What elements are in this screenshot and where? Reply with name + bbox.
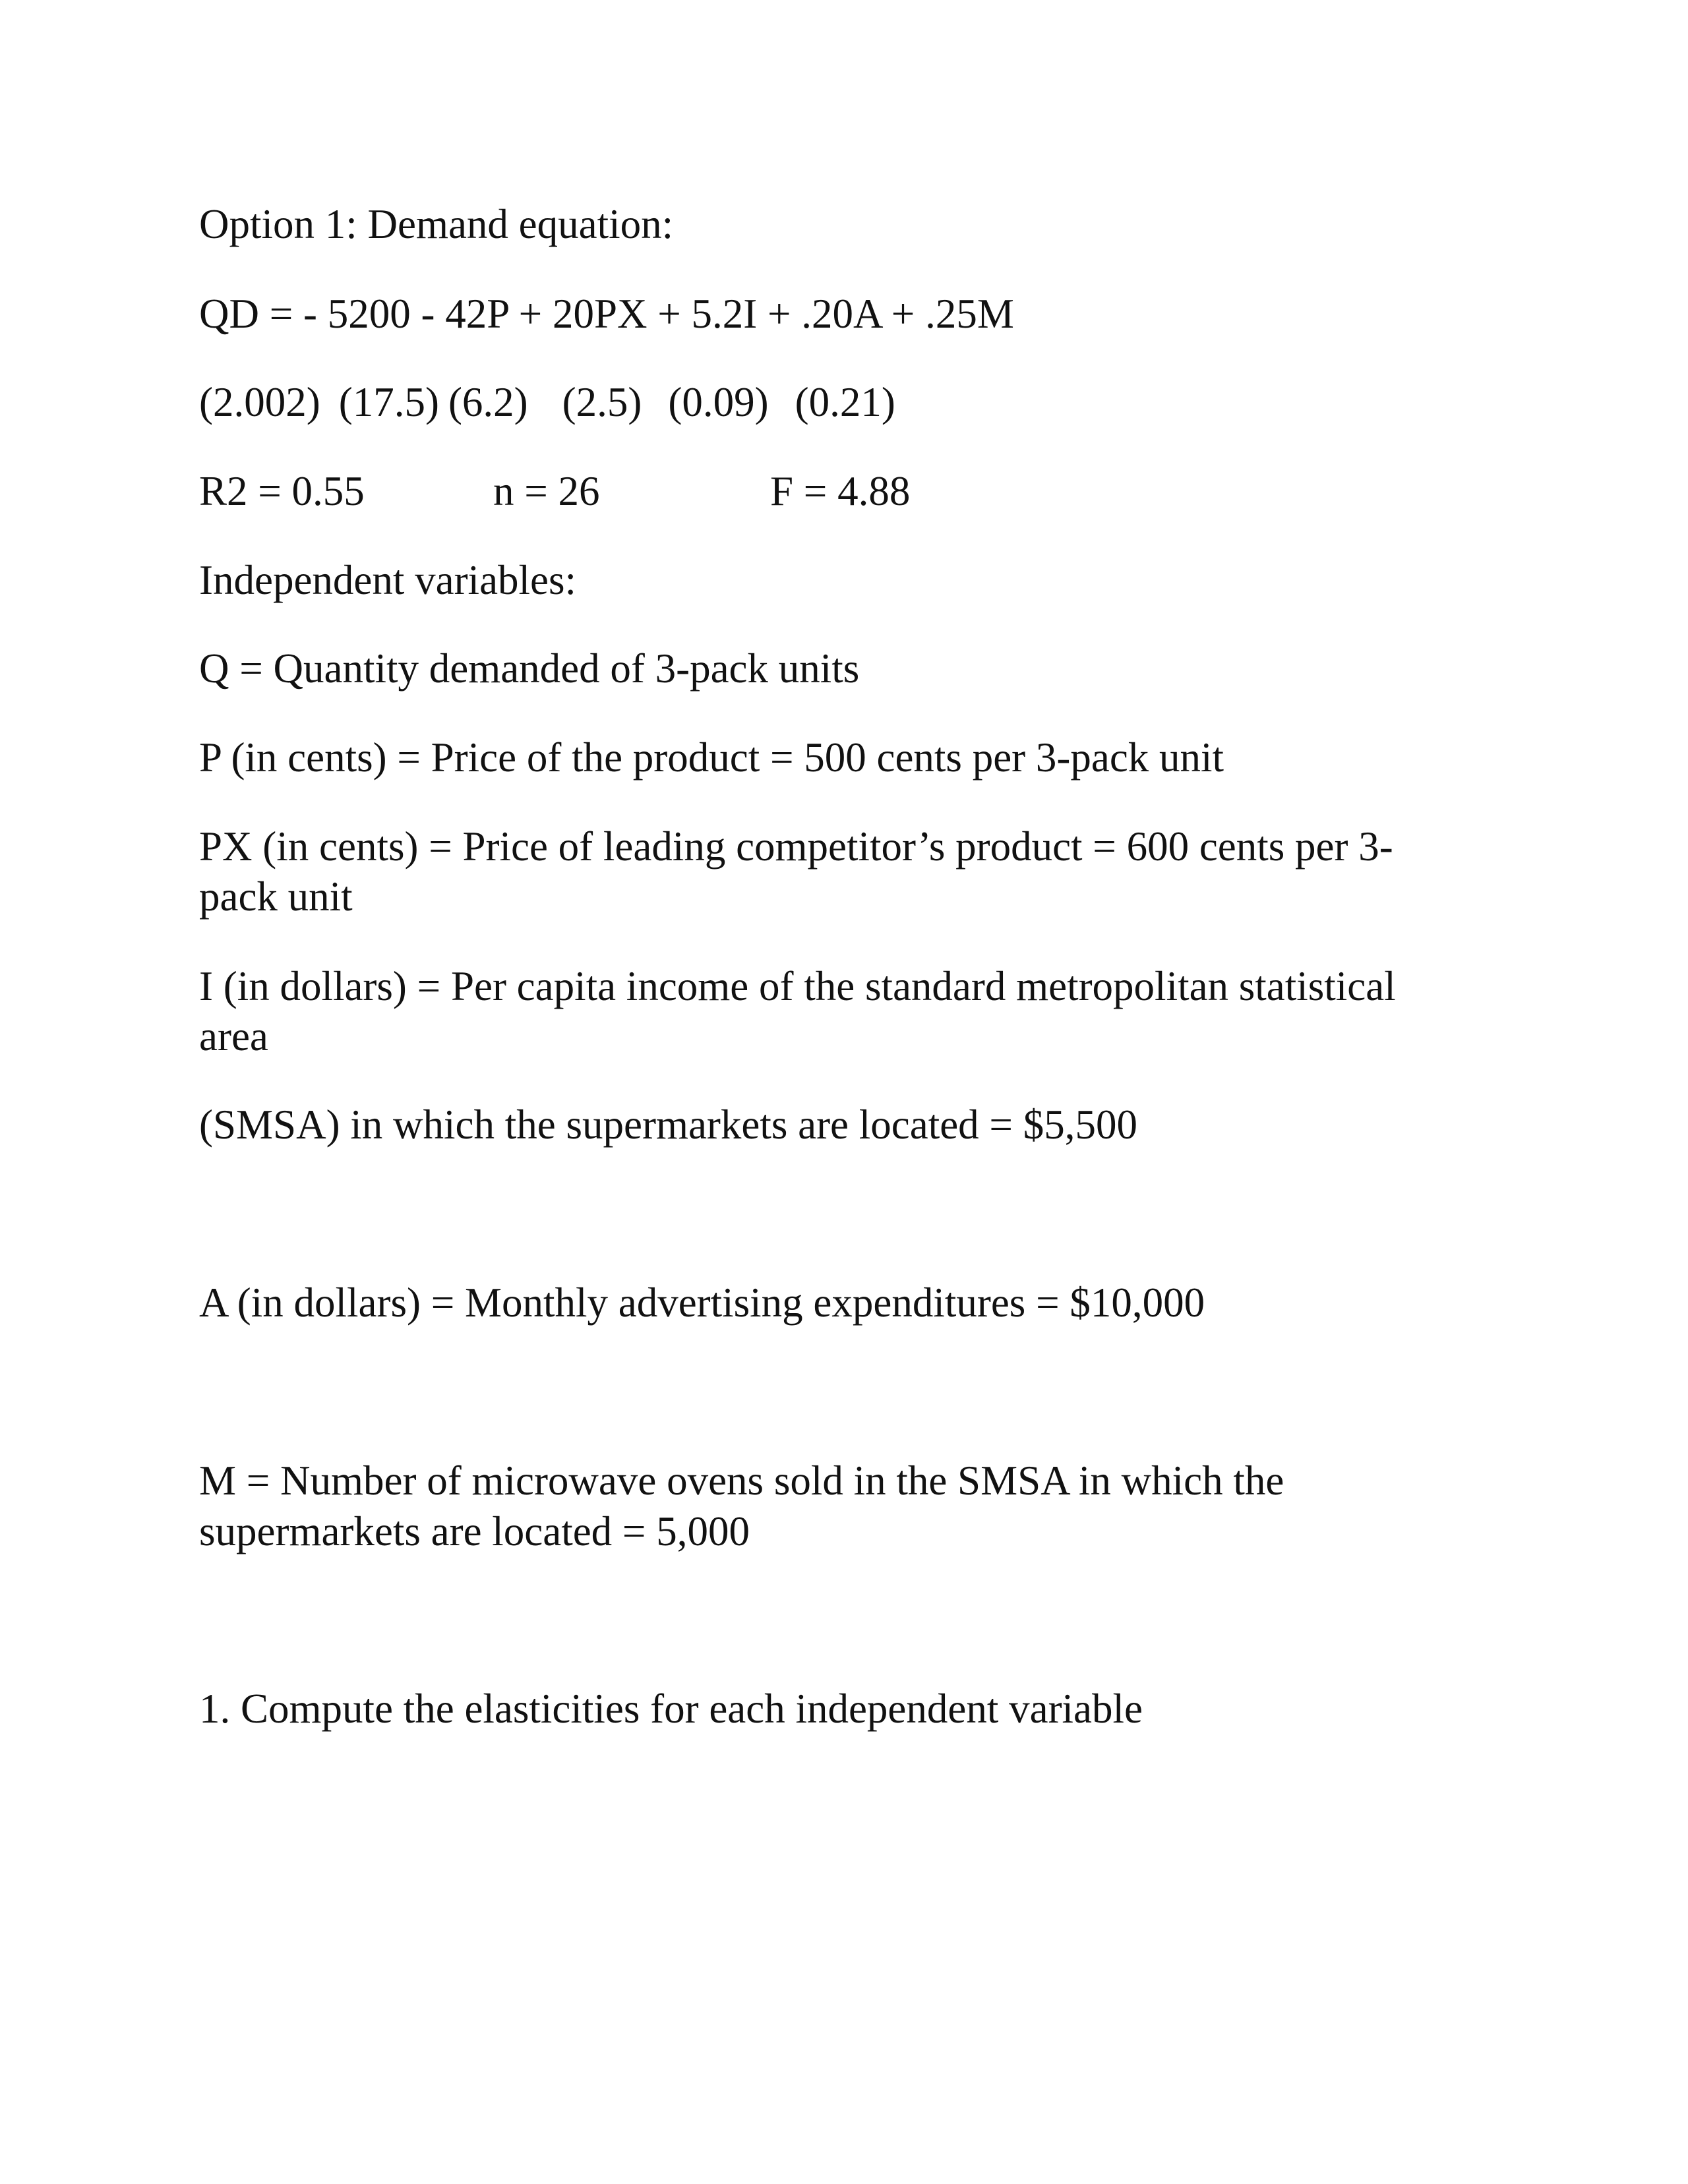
definition-m-line2: supermarkets are located = 5,000	[199, 1508, 750, 1554]
definition-px-line1: PX (in cents) = Price of leading competitor’s product = 600 cents per 3-	[199, 823, 1393, 870]
definition-p: P (in cents) = Price of the product = 500 cents per 3-pack unit	[199, 734, 1224, 781]
standard-error: (0.21)	[795, 379, 895, 425]
definition-q: Q = Quantity demanded of 3-pack units	[199, 645, 860, 692]
standard-error: (6.2)	[448, 379, 528, 425]
definition-i-line2: area	[199, 1013, 268, 1059]
definition-m-line1: M = Number of microwave ovens sold in the SMSA in which the	[199, 1458, 1284, 1504]
standard-error: (17.5)	[338, 379, 439, 425]
standard-error: (2.5)	[562, 379, 642, 425]
standard-error: (0.09)	[668, 379, 769, 425]
sample-size-stat: n = 26	[493, 468, 600, 514]
definition-smsa: (SMSA) in which the supermarkets are located = $5,500	[199, 1102, 1137, 1148]
standard-errors-row	[199, 377, 895, 427]
definition-a: A (in dollars) = Monthly advertising expenditures = $10,000	[199, 1280, 1205, 1326]
question: 1. Compute the elasticities for each independent variable	[199, 1686, 1143, 1732]
f-stat: F = 4.88	[770, 468, 911, 514]
r-squared-stat: R2 = 0.55	[199, 468, 365, 514]
standard-error: (2.002)	[199, 379, 320, 425]
variables-heading: Independent variables:	[199, 557, 577, 603]
definition-i-line1: I (in dollars) = Per capita income of the standard metropolitan statistical	[199, 963, 1396, 1009]
heading: Option 1: Demand equation:	[199, 201, 674, 247]
demand-equation: QD = - 5200 - 42P + 20PX + 5.2I + .20A + .25M	[199, 291, 1014, 337]
definition-px-line2: pack unit	[199, 873, 353, 920]
